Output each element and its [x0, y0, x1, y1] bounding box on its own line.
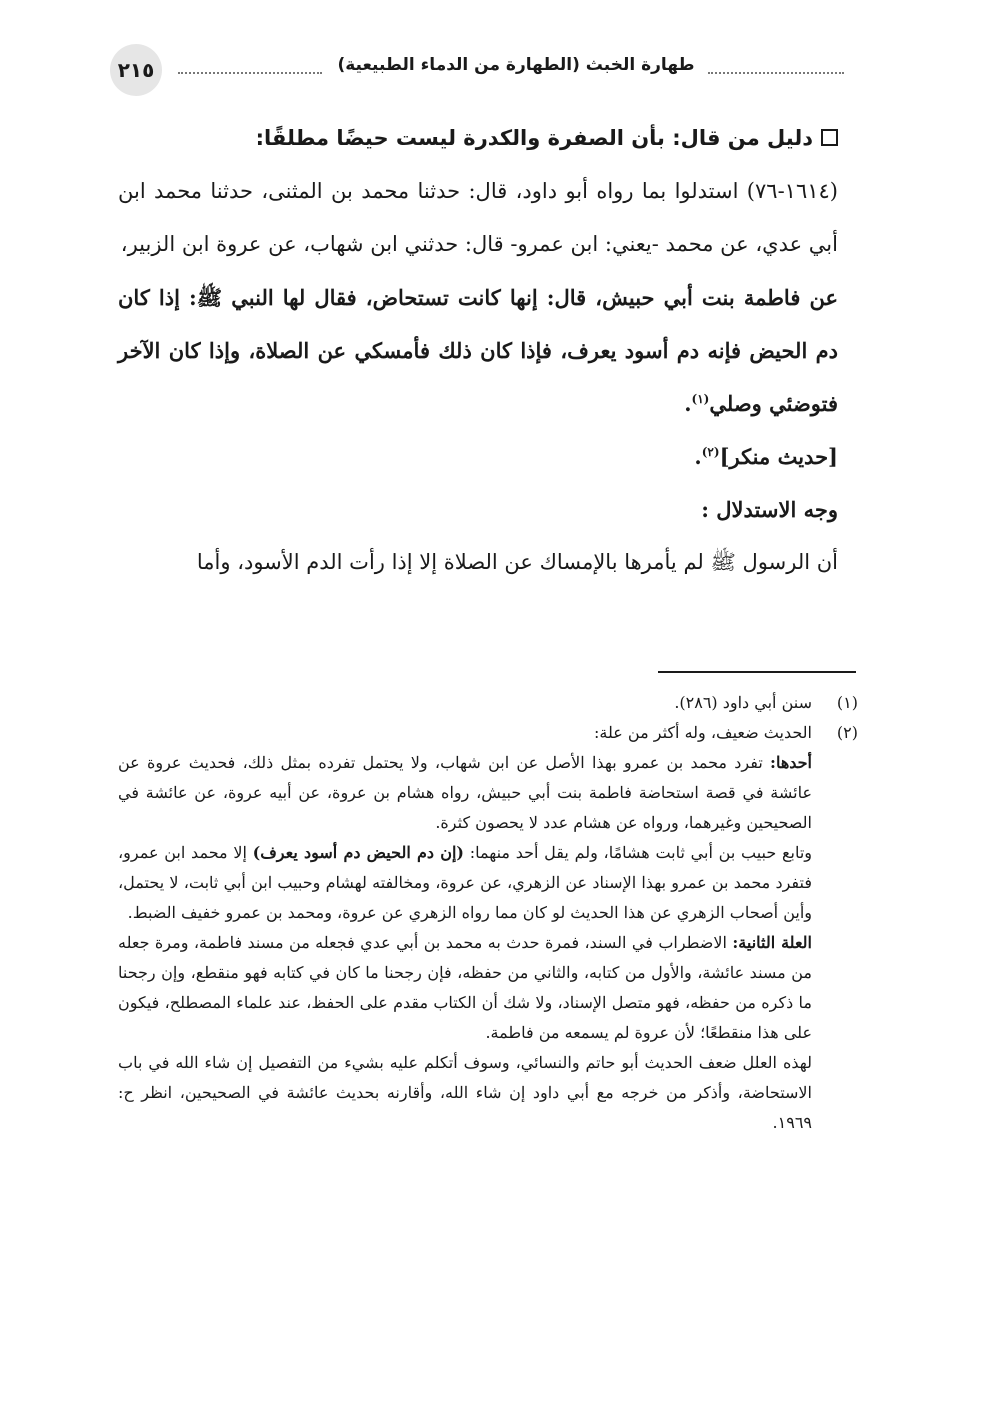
header-dotted-leader-right: [708, 58, 844, 74]
first-defect-text: تفرد محمد بن عمرو بهذا الأصل عن ابن شهاب، ولا يحتمل تفرده بمثل ذلك، فحديث عروة عن عائشة في قصة استحاضة فاطمة بنت أبي حبيش، رواه هشام بن عروة، عن أبيه عروة، عن عائشة في الصحيحين وغيرهما، ورواه عن هشام عدد لا يحصون كثرة.: [118, 753, 812, 832]
footnote-1-number: (١): [836, 693, 858, 712]
footnote-1-text: سنن أبي داود (٢٨٦).: [674, 693, 812, 712]
checkbox-icon: [821, 129, 838, 146]
hadith-grading-text: [حديث منكر]: [719, 444, 838, 469]
wajh-paragraph: أن الرسول ﷺ لم يأمرها بالإمساك عن الصلاة إلا إذا رأت الدم الأسود، وأما: [196, 550, 838, 574]
footnote-2-second-defect: [118, 928, 858, 1048]
footnote-2-first-defect: [118, 748, 858, 838]
footnotes: [118, 688, 858, 1138]
second-defect-label: العلة الثانية:: [732, 933, 813, 952]
footnote-2-corroboration: [118, 838, 858, 928]
page-number: ٢١٥: [110, 44, 162, 96]
footnote-1: [118, 688, 858, 718]
section-heading-text: دليل من قال: بأن الصفرة والكدرة ليست حيضًا مطلقًا:: [255, 126, 813, 150]
corroboration-text-a: وتابع حبيب بن أبي ثابت هشامًا، ولم يقل أحد منهما:: [463, 843, 813, 862]
footnote-2: [118, 718, 858, 748]
running-title: طهارة الخبث (الطهارة من الدماء الطبيعية): [337, 55, 695, 75]
footnote-ref-2[interactable]: (٢): [701, 445, 720, 459]
footnote-2-text: الحديث ضعيف، وله أكثر من علة:: [594, 723, 812, 742]
first-defect-label: أحدها:: [770, 753, 812, 772]
hadith-grading: [118, 430, 838, 483]
header-dotted-leader-left: [178, 58, 322, 74]
corroboration-quote: (إن دم الحيض دم أسود يعرف): [252, 843, 464, 862]
footnote-divider: [658, 671, 856, 673]
section-heading: [118, 112, 838, 165]
main-text: [118, 112, 838, 589]
corroboration-text-c: إلا محمد ابن عمرو، فتفرد محمد بن عمرو بهذا الإسناد عن الزهري، عن عروة، ومخالفته لهشام وحبيب ابن أبي ثابت، لا يحتمل، وأين أصحاب الزهري عن هذا الحديث لو كان مما رواه الزهري عن عروة، ومحمد بن عمرو خفيف الضبط.: [118, 843, 812, 922]
footnote-2-number: (٢): [836, 723, 858, 742]
footnote-ref-1[interactable]: (١): [691, 392, 710, 406]
hadith-matn-text: عن فاطمة بنت أبي حبيش، قال: إنها كانت تستحاض، فقال لها النبي ﷺ: إذا كان دم الحيض فإنه دم أسود يعرف، فإذا كان ذلك فأمسكي عن الصلاة، وإذا كان الآخر فتوضئي وصلي: [118, 285, 838, 416]
hadith-matn: [118, 271, 838, 430]
hadith-grading-end: .: [694, 444, 702, 469]
footnote-2-conclusion: لهذه العلل ضعف الحديث أبو حاتم والنسائي، وسوف أتكلم عليه بشيء من التفصيل إن شاء الله في باب الاستحاضة، وأذكر من خرجه مع أبي داود إن شاء الله، وأقارنه بحديث عائشة في الصحيحين، انظر ح: ١٩٦٩.: [118, 1053, 812, 1132]
hadith-matn-end: .: [684, 391, 692, 416]
wajh-heading: وجه الاستدلال :: [701, 497, 838, 522]
isnad-paragraph: (١٦١٤-٧٦) استدلوا بما رواه أبو داود، قال: حدثنا محمد بن المثنى، حدثنا محمد ابن أبي عدي، عن محمد -يعني: ابن عمرو- قال: حدثني ابن شهاب، عن عروة ابن الزبير،: [118, 179, 838, 256]
second-defect-text: الاضطراب في السند، فمرة حدث به محمد بن أبي عدي فجعله من مسند فاطمة، ومرة جعله من مسند عائشة، والأول من كتابه، والثاني من حفظه، فإن رجحنا ما كان في كتابه فهو منقطع، وإن رجحنا ما ذكره من حفظه، فهو متصل الإسناد، ولا شك أن الكتاب مقدم على الحفظ، عند علماء المصطلح، فيكون على هذا منقطعًا؛ لأن عروة لم يسمعه من فاطمة.: [118, 933, 812, 1042]
